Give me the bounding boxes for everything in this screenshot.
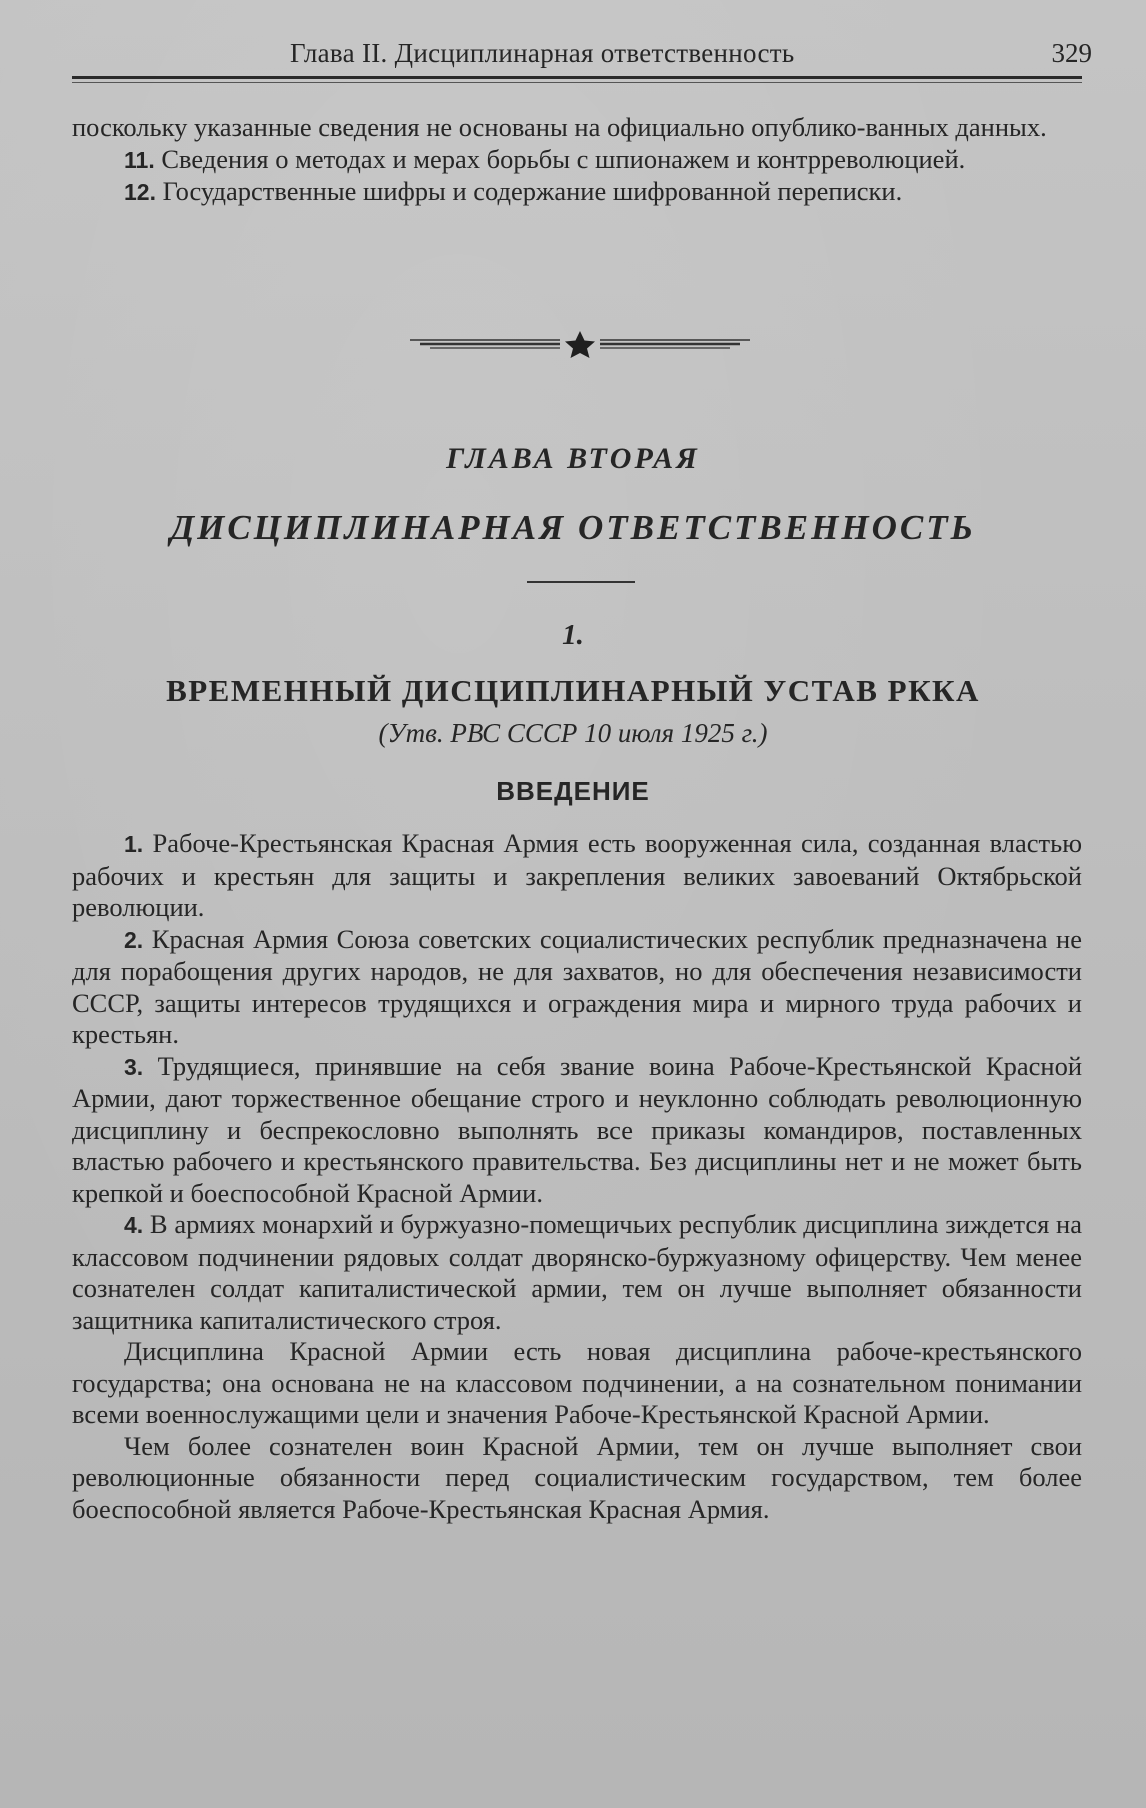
article-number: 1. — [124, 831, 144, 857]
item-12 — [72, 176, 1082, 209]
article-text: Рабоче-Крестьянская Красная Армия есть вооруженная сила, созданная властью рабочих и крестьян для защиты и закрепления великих завоеваний Октябрьской революции. — [72, 828, 1083, 922]
body-text — [72, 828, 1082, 1525]
article-text: Красная Армия Союза советских социалистических республик предназначена не для порабощения других народов, не для захватов, но для обеспечения независимости СССР, защиты интересов трудящихся и ограждения мира и мирного труда рабочих и крестьян. — [72, 923, 1082, 1049]
article-text: В армиях монархий и буржуазно-помещичьих республик дисциплина зиждется на классовом подчинении рядовых солдат дворянско-буржуазному офицерству. Чем менее сознателен солдат капиталистической армии, тем он лучше выполняет обязанности защитника капиталистического строя. — [72, 1209, 1082, 1335]
chapter-title: ДИСЦИПЛИНАРНАЯ ОТВЕТСТВЕННОСТЬ — [170, 508, 976, 547]
header-rule — [72, 76, 1082, 79]
chapter-label: ГЛАВА ВТОРАЯ — [446, 442, 700, 475]
article-3 — [72, 1051, 1082, 1210]
star-ornament — [410, 328, 750, 358]
top-items — [72, 112, 1082, 209]
item-number: 12. — [124, 179, 156, 205]
item-text: Государственные шифры и содержание шифрованной переписки. — [162, 176, 903, 206]
running-title: Глава II. Дисциплинарная ответственность — [290, 38, 795, 68]
header-rule-thin — [72, 82, 1082, 83]
star-icon — [565, 331, 595, 358]
article-number: 3. — [124, 1053, 144, 1080]
section-number: 1. — [562, 619, 584, 651]
continuation-paragraph: поскольку указанные сведения не основаны на официально опублико-ванных данных. — [72, 112, 1047, 142]
item-number: 11. — [124, 146, 155, 173]
introduction-heading: ВВЕДЕНИЕ — [496, 776, 650, 806]
section-subtitle: (Утв. РВС СССР 10 июля 1925 г.) — [378, 718, 768, 748]
article-4 — [72, 1209, 1082, 1336]
page-number: 329 — [1051, 38, 1092, 68]
article-2 — [72, 924, 1082, 1051]
article-number: 2. — [124, 926, 144, 953]
article-1 — [72, 828, 1082, 924]
running-header — [72, 38, 1092, 78]
section-title: ВРЕМЕННЫЙ ДИСЦИПЛИНАРНЫЙ УСТАВ РККА — [166, 673, 980, 708]
article-number: 4. — [124, 1212, 144, 1238]
item-text: Сведения о методах и мерах борьбы с шпионажем и контрреволюцией. — [161, 143, 966, 174]
item-11 — [72, 144, 1082, 177]
article-text: Трудящиеся, принявшие на себя звание воина Рабоче-Крестьянской Красной Армии, дают торжественное обещание строго и неуклонно соблюдать революционную дисциплину и беспрекословно выполнять все приказы командиров, поставленных властью рабочего и крестьянского правительства. Без дисциплины нет и не может быть крепкой и боеспособной Красной Армии. — [72, 1050, 1082, 1208]
title-divider — [527, 581, 635, 583]
paragraph-discipline: Дисциплина Красной Армии есть новая дисциплина рабоче-крестьянского государства; она основана не на классовом подчинении, а на сознательном понимании всеми военнослужащими цели и значения Рабоче-Крестьянской Красной Армии. — [72, 1336, 1082, 1429]
paragraph-conscious-soldier: Чем более сознателен воин Красной Армии, тем он лучше выполняет свои революционные обязанности перед социалистическим государством, тем более боеспособной является Рабоче-Крестьянская Красная Армия. — [72, 1430, 1082, 1524]
